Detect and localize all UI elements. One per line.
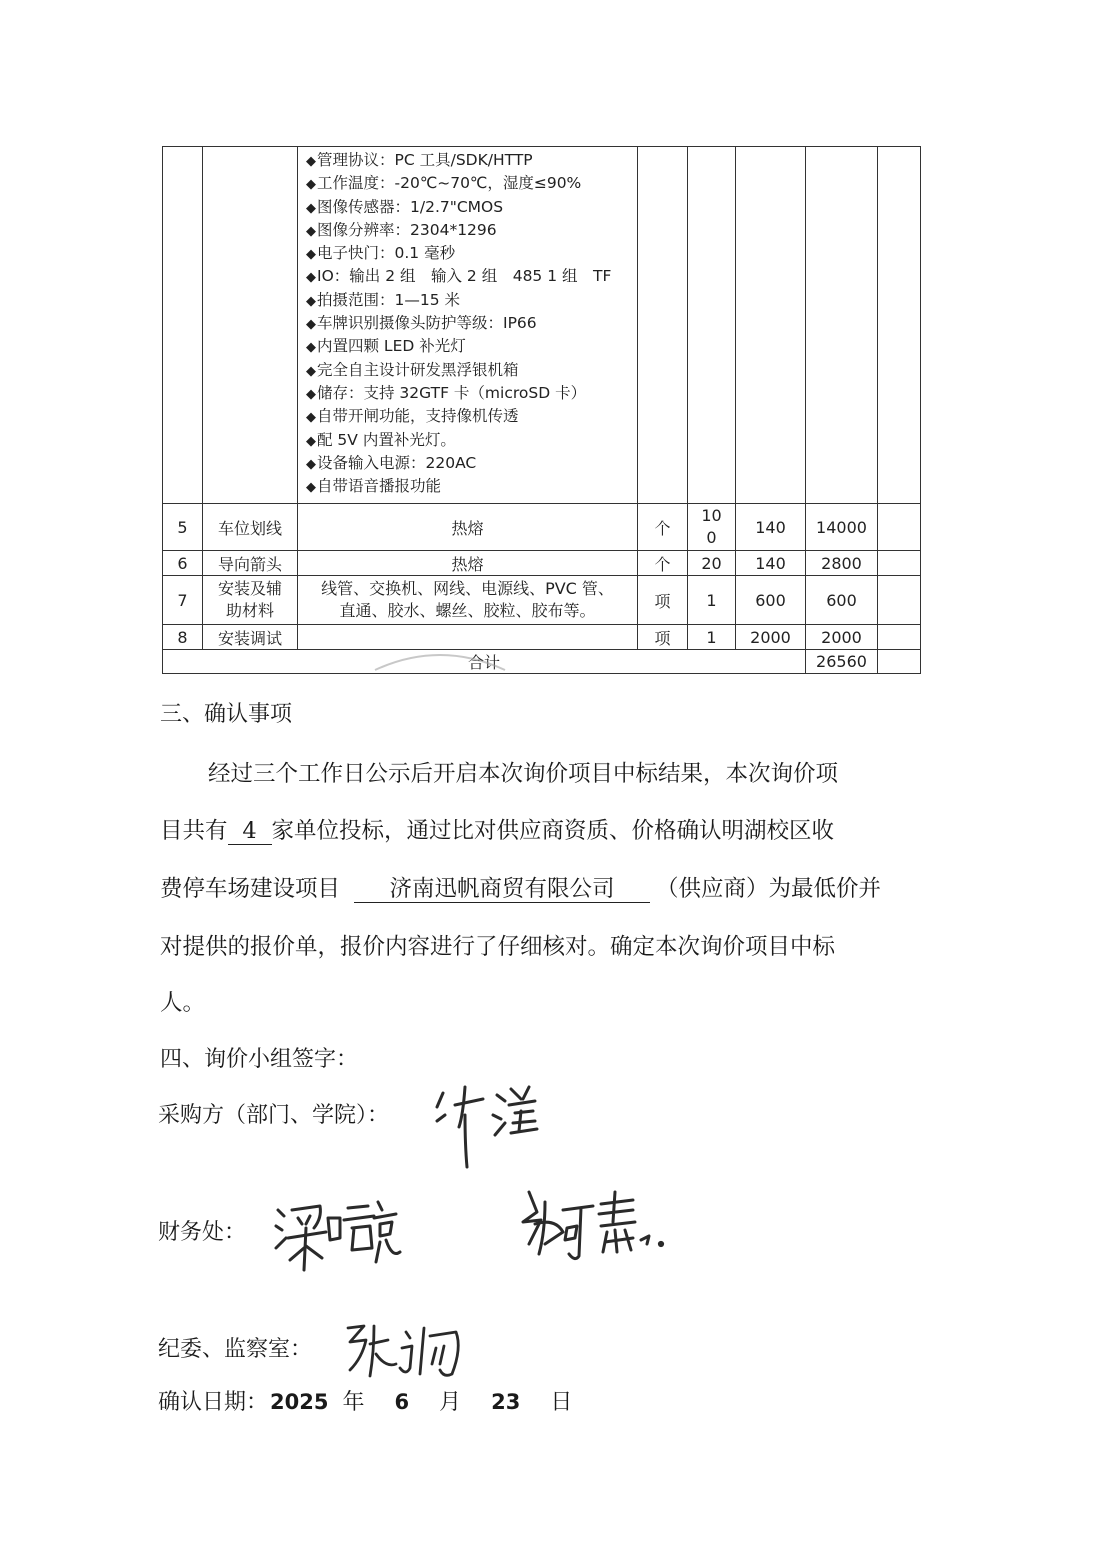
row-qty: 1 (688, 576, 736, 625)
purchaser-signature (425, 1075, 545, 1175)
spec-item (306, 265, 637, 288)
spec-item-text: 内置四颗 LED 补光灯 (317, 337, 466, 356)
finance-signature-1 (268, 1188, 408, 1278)
spec-item (306, 429, 637, 452)
spec-item (306, 382, 637, 405)
line3-prefix: 费停车场建设项目 (160, 876, 341, 902)
row-no: 8 (163, 625, 203, 650)
spec-cell (298, 147, 638, 504)
purchaser-label: 采购方（部门、学院）： (158, 1103, 390, 1128)
diamond-bullet-icon: ◆ (306, 177, 316, 193)
row-price: 140 (736, 504, 806, 551)
sum-label: 合计 (163, 650, 806, 674)
diamond-bullet-icon: ◆ (306, 433, 316, 449)
spec-item (306, 196, 637, 219)
date-label: 确认日期： (158, 1390, 269, 1415)
row-remark (878, 625, 921, 650)
line2-prefix: 目共有 (160, 818, 228, 844)
row-name: 导向箭头 (203, 551, 298, 576)
date-year-unit: 年 (342, 1390, 365, 1415)
row-qty-line1: 10 (701, 506, 722, 525)
spec-name-cell (203, 147, 298, 504)
diamond-bullet-icon: ◆ (306, 317, 316, 333)
spec-item-text: 完全自主设计研发黑浮银机箱 (317, 360, 519, 379)
spec-item-text: 拍摄范围：1—15 米 (317, 290, 461, 309)
spec-item-text: 车牌识别摄像头防护等级：IP66 (317, 314, 537, 333)
discipline-label: 纪委、监察室： (158, 1337, 313, 1362)
discipline-signature (340, 1318, 470, 1382)
seal-stamp-fragment (370, 648, 510, 672)
finance-signature-2 (515, 1182, 675, 1272)
row-qty-line2: 0 (706, 528, 717, 547)
spec-item-text: 管理协议：PC 工具/SDK/HTTP (317, 151, 533, 169)
spec-item-text: 配 5V 内置补光灯。 (317, 430, 456, 449)
diamond-bullet-icon: ◆ (306, 223, 316, 239)
diamond-bullet-icon: ◆ (306, 480, 316, 496)
row-remark (878, 504, 921, 551)
row-desc: 热熔 (298, 504, 638, 551)
table-row (163, 625, 921, 650)
spec-item (306, 172, 637, 195)
row-desc (298, 625, 638, 650)
quotation-table (162, 146, 921, 674)
row-price: 2000 (736, 625, 806, 650)
confirm-date (158, 1385, 572, 1416)
row-qty: 20 (688, 551, 736, 576)
table-row (163, 551, 921, 576)
supplier-name: 济南迅帆商贸有限公司 (354, 877, 650, 903)
finance-label: 财务处： (158, 1220, 247, 1245)
spec-item-text: 图像分辨率：2304*1296 (317, 220, 497, 239)
diamond-bullet-icon: ◆ (306, 270, 316, 286)
row-price: 600 (736, 576, 806, 625)
diamond-bullet-icon: ◆ (306, 410, 316, 426)
row-qty: 1 (688, 625, 736, 650)
sum-remark (878, 650, 921, 674)
row-no: 7 (163, 576, 203, 625)
spec-total-cell (806, 147, 878, 504)
spec-item-text: 储存：支持 32GTF 卡（microSD 卡） (317, 383, 587, 402)
line3-suffix: （供应商）为最低价并 (656, 876, 882, 902)
spec-qty-cell (688, 147, 736, 504)
table-row (163, 504, 921, 551)
row-name-line1: 安装及辅 (217, 579, 282, 598)
table-row (163, 576, 921, 625)
section3-line5: 人。 (160, 990, 206, 1016)
spec-item-text: 自带开闸功能，支持像机传透 (317, 407, 519, 426)
spec-list (306, 149, 637, 498)
section3-line1: 经过三个工作日公示后开启本次询价项目中标结果，本次询价项 (208, 761, 839, 787)
diamond-bullet-icon: ◆ (306, 386, 316, 402)
diamond-bullet-icon: ◆ (306, 247, 316, 263)
sum-total: 26560 (806, 650, 878, 674)
row-desc-line1: 线管、交换机、网线、电源线、PVC 管、 (321, 579, 614, 598)
row-no: 6 (163, 551, 203, 576)
spec-item (306, 149, 637, 172)
spec-price-cell (736, 147, 806, 504)
spec-item-text: 自带语音播报功能 (317, 477, 442, 496)
date-year: 2025 (270, 1390, 329, 1414)
spec-item-text: 电子快门：0.1 毫秒 (317, 244, 456, 263)
diamond-bullet-icon: ◆ (306, 293, 316, 309)
diamond-bullet-icon: ◆ (306, 200, 316, 216)
section3-line2 (160, 813, 926, 845)
spec-item-text: 设备输入电源：220AC (317, 453, 477, 472)
row-price: 140 (736, 551, 806, 576)
row-name-line2: 助材料 (225, 601, 274, 620)
date-month-unit: 月 (439, 1390, 462, 1415)
spec-item-text: 工作温度：-20℃~70℃，湿度≤90% (317, 174, 582, 193)
diamond-bullet-icon: ◆ (306, 456, 316, 472)
section3-heading: 三、确认事项 (160, 702, 293, 727)
sum-row (163, 650, 921, 674)
row-total: 14000 (806, 504, 878, 551)
spec-remark-cell (878, 147, 921, 504)
spec-item (306, 335, 637, 358)
spec-item (306, 405, 637, 428)
bidder-count: 4 (228, 819, 272, 845)
row-unit: 个 (638, 551, 688, 576)
spec-row (163, 147, 921, 504)
row-total: 2000 (806, 625, 878, 650)
date-month: 6 (394, 1390, 410, 1414)
diamond-bullet-icon: ◆ (306, 363, 316, 379)
diamond-bullet-icon: ◆ (306, 154, 316, 169)
spec-item-text: IO：输出 2 组 输入 2 组 485 1 组 TF (317, 267, 612, 286)
spec-item (306, 219, 637, 242)
row-no: 5 (163, 504, 203, 551)
spec-item (306, 475, 637, 498)
line2-suffix: 家单位投标，通过比对供应商资质、价格确认明湖校区收 (271, 818, 835, 844)
spec-item (306, 242, 637, 265)
date-day-unit: 日 (550, 1390, 573, 1415)
spec-no-cell (163, 147, 203, 504)
spec-item (306, 452, 637, 475)
row-desc (298, 576, 638, 625)
row-desc-line2: 直通、胶水、螺丝、胶粒、胶布等。 (339, 601, 596, 620)
row-remark (878, 551, 921, 576)
section3-line4: 对提供的报价单，报价内容进行了仔细核对。确定本次询价项目中标 (160, 934, 836, 960)
row-unit: 个 (638, 504, 688, 551)
diamond-bullet-icon: ◆ (306, 340, 316, 356)
spec-item (306, 312, 637, 335)
row-name: 车位划线 (203, 504, 298, 551)
spec-item-text: 图像传感器：1/2.7"CMOS (317, 197, 504, 216)
row-name (203, 576, 298, 625)
row-total: 600 (806, 576, 878, 625)
section4-heading: 四、询价小组签字： (160, 1047, 359, 1072)
row-unit: 项 (638, 625, 688, 650)
section3-line3 (160, 871, 926, 903)
spec-item (306, 289, 637, 312)
row-total: 2800 (806, 551, 878, 576)
date-day: 23 (491, 1390, 521, 1414)
spec-item (306, 359, 637, 382)
row-qty (688, 504, 736, 551)
spec-unit-cell (638, 147, 688, 504)
row-name: 安装调试 (203, 625, 298, 650)
row-desc: 热熔 (298, 551, 638, 576)
row-unit: 项 (638, 576, 688, 625)
row-remark (878, 576, 921, 625)
